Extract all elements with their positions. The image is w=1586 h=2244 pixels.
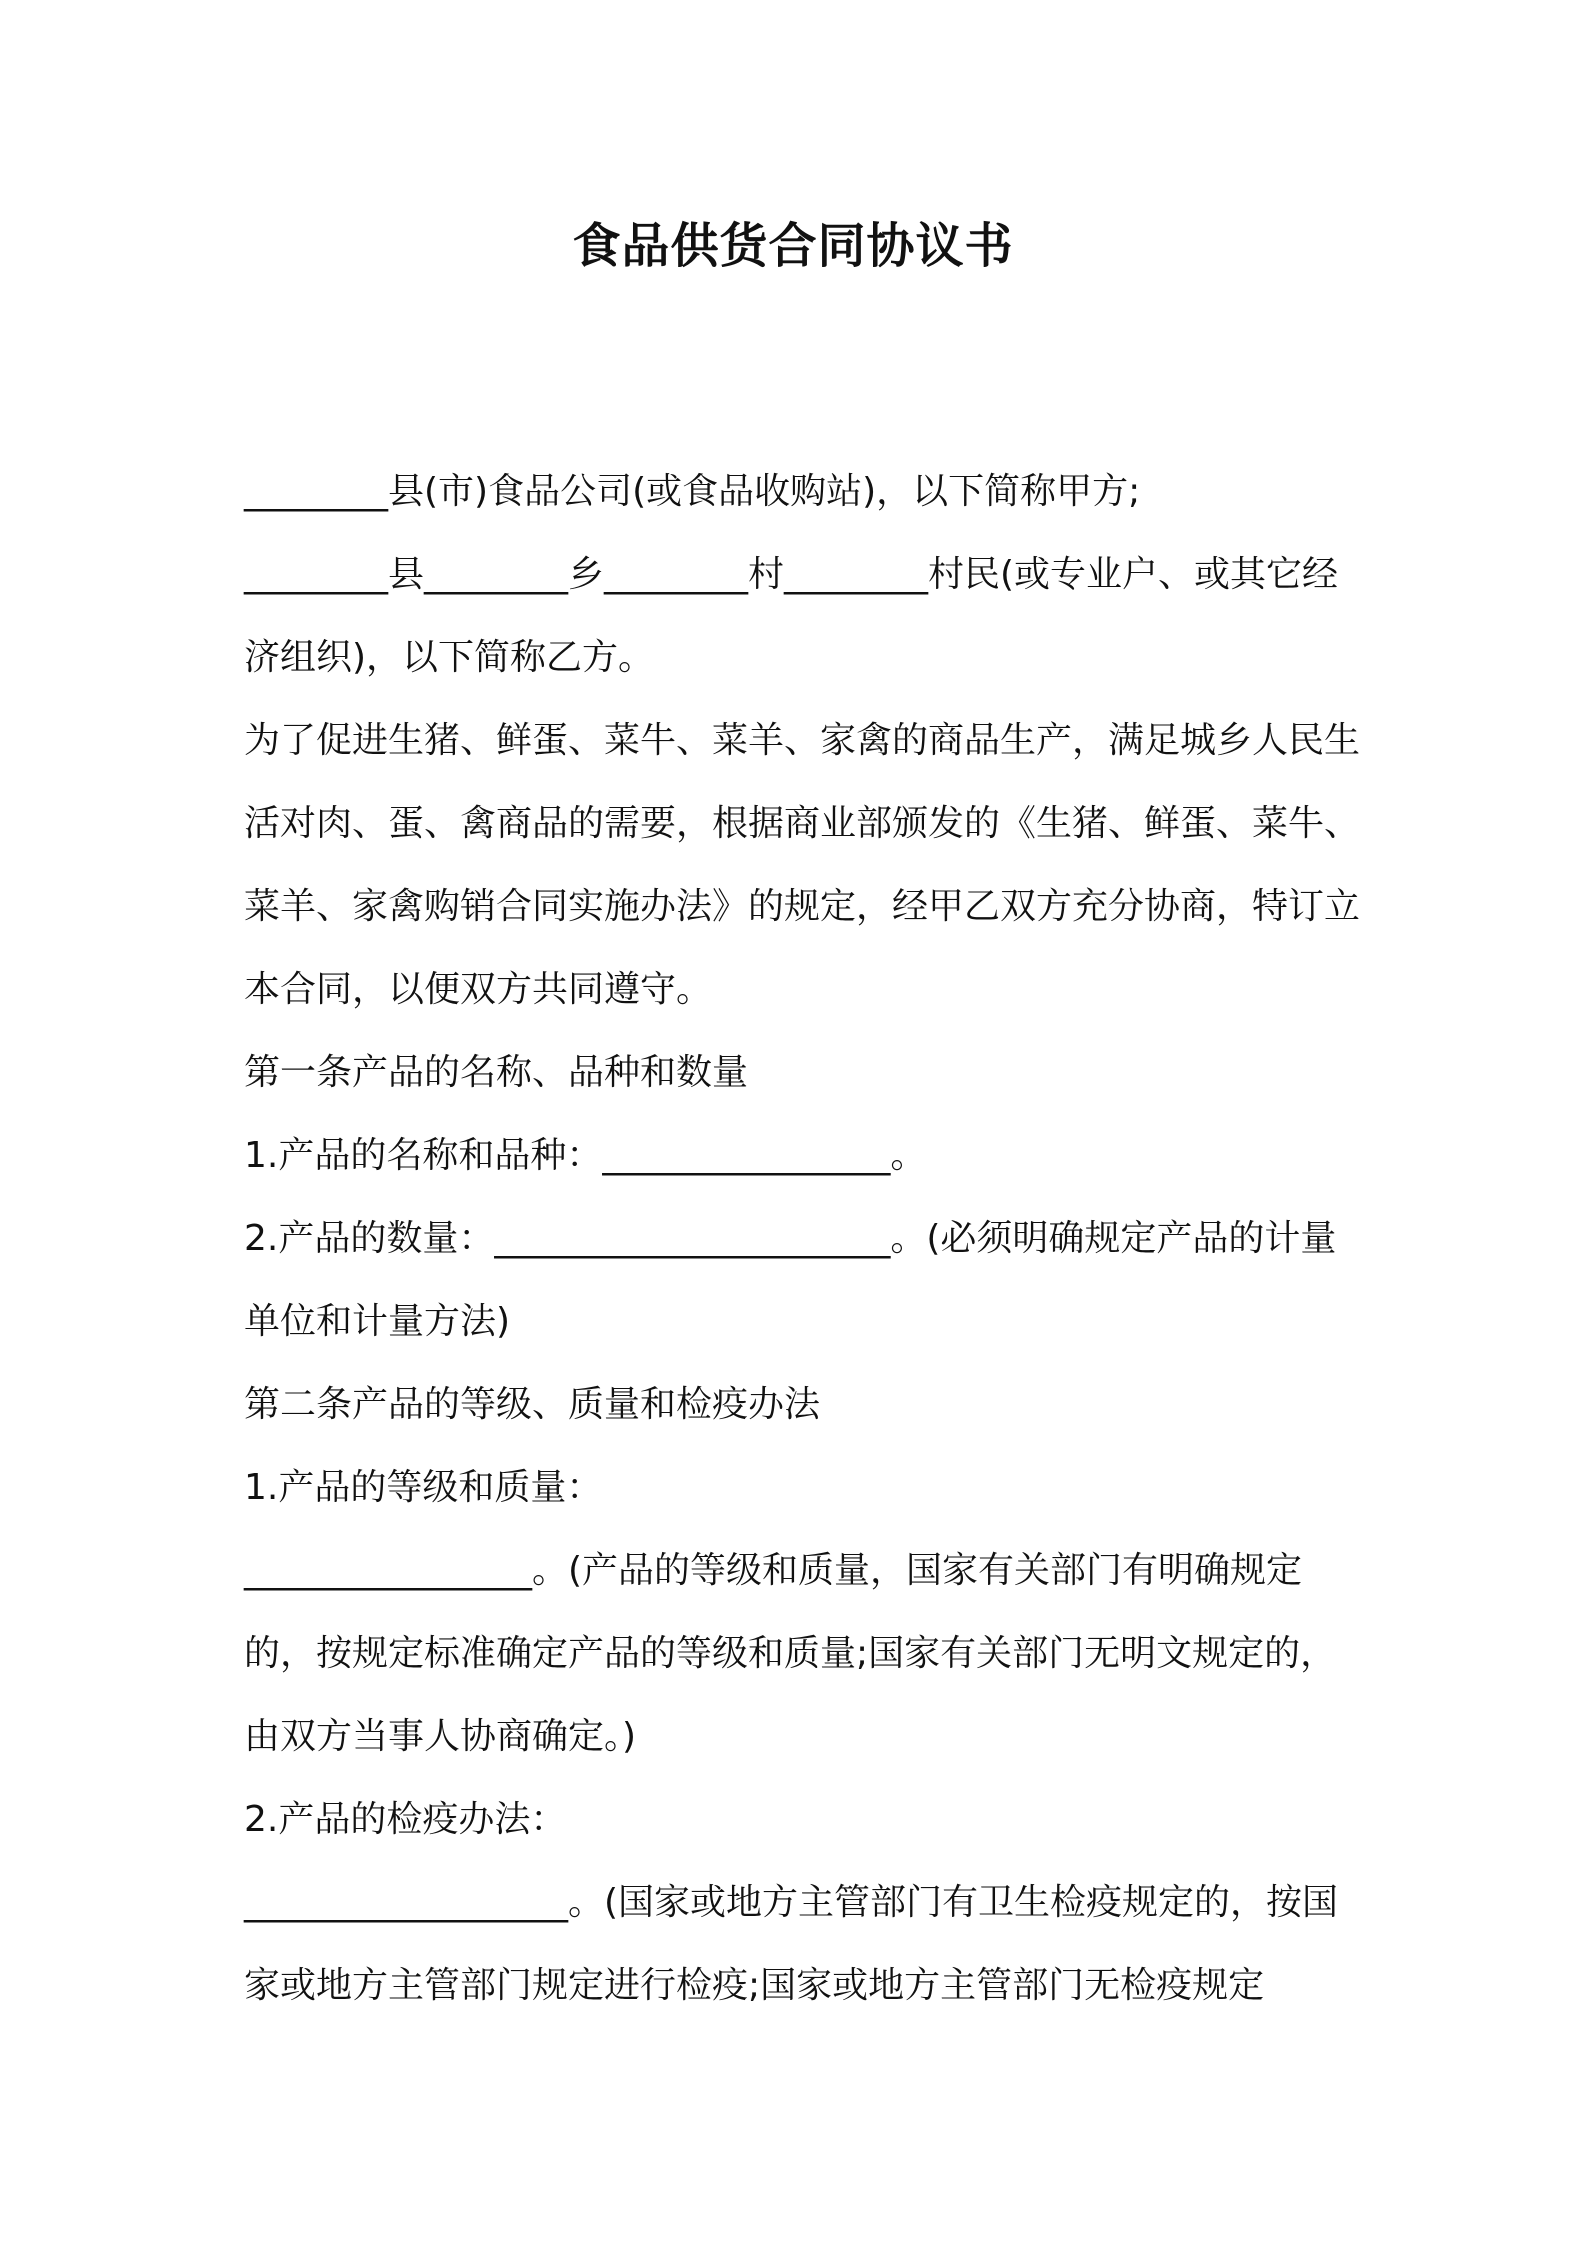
clause-text: 1.产品的名称和品种：________________。: [244, 1135, 927, 1176]
clause-text: 2.产品的检疫办法：: [244, 1799, 567, 1840]
paragraph-party-b: ________县________乡________村________村民(或专业户、或其它经济组织)，以下简称乙方。: [244, 554, 1339, 678]
clause-text: ________________。(产品的等级和质量，国家有关部门有明确规定的，按规定标准确定产品的等级和质量;国家有关部门无明文规定的，由双方当事人协商确定。): [244, 1550, 1337, 1757]
paragraph-preamble: 为了促进生猪、鲜蛋、菜牛、菜羊、家禽的商品生产，满足城乡人民生活对肉、蛋、禽商品的需要，根据商业部颁发的《生猪、鲜蛋、菜牛、菜羊、家禽购销合同实施办法》的规定，经甲乙双方充分协商，特订立本合同，以便双方共同遵守。: [244, 720, 1361, 1010]
document-body: [244, 450, 1364, 2027]
clause-text: 1.产品的等级和质量：: [244, 1467, 603, 1508]
clause-text: 2.产品的数量：______________________。(必须明确规定产品的计量单位和计量方法): [244, 1218, 1337, 1342]
article-heading: 第二条产品的等级、质量和检疫办法: [244, 1384, 821, 1425]
article-heading: 第一条产品的名称、品种和数量: [244, 1052, 749, 1093]
clause-text: __________________。(国家或地方主管部门有卫生检疫规定的，按国家或地方主管部门规定进行检疫;国家或地方主管部门无检疫规定: [244, 1882, 1339, 2006]
paragraph-party-a: ________县(市)食品公司(或食品收购站)，以下简称甲方;: [244, 471, 1141, 512]
document-title: 食品供货合同协议书: [572, 218, 1014, 274]
